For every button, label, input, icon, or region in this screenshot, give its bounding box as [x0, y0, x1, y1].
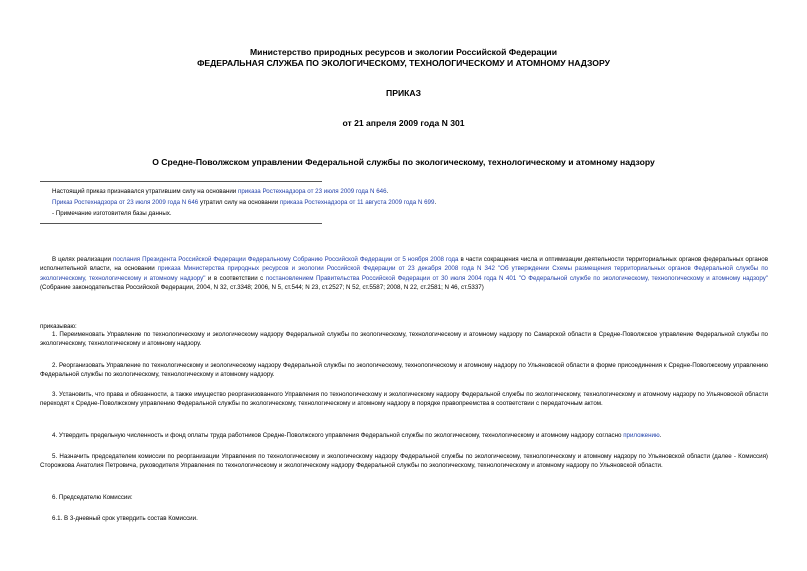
paragraph-text: в части сокращения числа и оптимизации деятельности территориальных органов федеральных органов исполнительной власти, на основании [40, 256, 768, 273]
order-646-link[interactable]: Приказ Ростехнадзора от 23 июля 2009 года N 646 [52, 199, 199, 206]
order-word: приказываю: [40, 323, 77, 330]
ministry-order-342-link[interactable]: приказа Министерства природных ресурсов и экологии Российской Федерации от 23 декабря 2008 года N 342 "Об утверждении Схемы размещения территориальных органов Федеральной службы по экологическому, технологическому и атомному надзору" [40, 265, 768, 282]
note-text: . [434, 199, 437, 206]
paragraph-text: (Собрание законодательства Российской Федерации, 2004, N 32, ст.3348; 2006, N 5, ст.544; N 23, ст.2527; N 52, ст.5587; 2008, N 22, ст.2581; N 46, ст.5337) [40, 284, 484, 292]
president-address-link[interactable]: послания Президента Российской Федерации Федеральному Собранию Российской Федерации от 5 ноября 2008 года [112, 256, 459, 263]
document-title: О Средне-Поволжском управлении Федеральной службы по экологическому, технологическому и атомному надзору [152, 157, 655, 167]
service-name: ФЕДЕРАЛЬНАЯ СЛУЖБА ПО ЭКОЛОГИЧЕСКОМУ, ТЕХНОЛОГИЧЕСКОМУ И АТОМНОМУ НАДЗОРУ [197, 58, 610, 68]
document-date-number: от 21 апреля 2009 года N 301 [342, 118, 465, 128]
clause-2: 2. Реорганизовать Управление по технологическому и экологическому надзору Федеральной службы по экологическому, технологическому и атомному надзору по Ульяновской области в форме присоединения к Средне-Поволжскому управлению Федеральной службы по экологическому, технологическому и атомному надзору. [40, 362, 768, 379]
order-646-link[interactable]: приказа Ростехнадзора от 23 июля 2009 года N 646 [237, 188, 387, 195]
appendix-link[interactable]: приложению [623, 432, 660, 439]
document-type: ПРИКАЗ [386, 88, 421, 98]
database-note-2 [52, 198, 436, 207]
database-note-1 [52, 187, 388, 196]
clause-5: 5. Назначить председателем комиссии по реорганизации Управления по технологическому и экологическому надзору Федеральной службы по экологическому, технологическому и атомному надзору по Ульяновской области (далее - Комиссия) Сторожкова Анатолия Петровича, руководителя Управления по технологическому и экологическому надзору Федеральной службы по экологическому, технологическому и атомному надзору по Ульяновской области. [40, 453, 768, 470]
order-699-link[interactable]: приказа Ростехнадзора от 11 августа 2009 года N 699 [279, 199, 435, 206]
clause-4 [40, 431, 768, 440]
clause-1: 1. Переименовать Управление по технологическому и экологическому надзору Федеральной службы по экологическому, технологическому и атомному надзору по Самарской области в Средне-Поволжское управление Федеральной службы по экологическому, технологическому и атомному надзору. [40, 331, 768, 348]
clause-6: 6. Председателю Комиссии: [52, 494, 133, 501]
ministry-name: Министерство природных ресурсов и экологии Российской Федерации [250, 47, 557, 57]
note-text: утратил силу на основании [198, 199, 280, 206]
paragraph-text: и в соответствии с [205, 274, 266, 282]
note-top-divider [40, 181, 322, 182]
intro-paragraph [40, 255, 768, 293]
paragraph-text: 4. Утвердить предельную численность и фонд оплаты труда работников Средне-Поволжского управления Федеральной службы по экологическому, технологическому и атомному надзору согласно [52, 432, 624, 439]
database-note-3: - Примечание изготовителя базы данных. [52, 210, 172, 217]
paragraph-text: . [659, 432, 662, 439]
paragraph-text: В целях реализации [52, 256, 113, 263]
note-text: Настоящий приказ признавался утратившим силу на основании [52, 188, 238, 195]
government-decree-401-link[interactable]: постановлением Правительства Российской Федерации от 30 июля 2004 года N 401 "О Федеральной службе по экологическому, технологическому и атомному надзору" [265, 274, 769, 282]
note-bottom-divider [40, 223, 322, 224]
clause-6-1: 6.1. В 3-дневный срок утвердить состав Комиссии. [52, 515, 198, 522]
clause-3: 3. Установить, что права и обязанности, а также имущество реорганизованного Управления по технологическому и экологическому надзору Федеральной службы по экологическому, технологическому и атомному надзору по Ульяновской области переходят к Средне-Поволжскому управлению Федеральной службы по экологическому, технологическому и атомному надзору в порядке правопреемства в соответствии с передаточным актом. [40, 391, 768, 408]
note-text: . [386, 188, 389, 195]
